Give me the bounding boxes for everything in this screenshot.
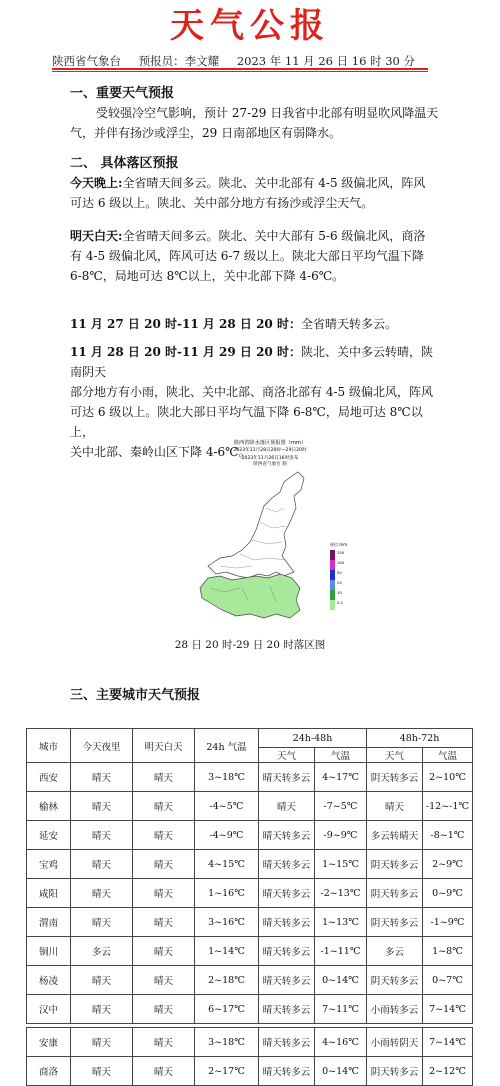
cell-weather-72h: 小雨转多云 [367, 995, 423, 1024]
cell-temp-24h: 1~14℃ [195, 937, 259, 966]
col-24h-temp: 24h 气温 [195, 729, 259, 763]
cell-weather-48h: 晴天转多云 [259, 908, 315, 937]
p3-text: 全省晴天转多云。 [300, 317, 397, 331]
cell-temp-24h: -4~9℃ [195, 821, 259, 850]
cell-temp-72h: 0~7℃ [423, 966, 473, 995]
table-row [27, 821, 473, 850]
legend-swatch [330, 570, 335, 580]
p2-line1: 全省晴天间多云。陕北、关中大部有 5-6 级偏北风，商洛 [122, 229, 426, 243]
cell-temp-72h: -8~1℃ [423, 821, 473, 850]
col-72-weather: 天气 [367, 748, 423, 763]
col-72-temp: 气温 [423, 748, 473, 763]
province-outline [208, 472, 304, 578]
tomorrow-forecast [70, 226, 440, 286]
cell-tomorrow: 晴天 [133, 821, 195, 850]
col-48-weather: 天气 [259, 748, 315, 763]
cell-tonight: 晴天 [71, 1057, 133, 1086]
cell-temp-48h: 4~17℃ [315, 763, 367, 792]
legend-label: 50 [337, 570, 342, 575]
cell-tomorrow: 晴天 [133, 763, 195, 792]
table-row [27, 850, 473, 879]
legend-swatch [330, 580, 335, 590]
cell-tonight: 晴天 [71, 850, 133, 879]
p4-line1: 陕北、关中多云转晴，陕南阴天 [70, 345, 433, 379]
cell-city: 商洛 [27, 1057, 71, 1086]
s1-line2: 气，并伴有扬沙或浮尘，29 日南部地区有弱降水。 [70, 126, 342, 140]
col-city: 城市 [27, 729, 71, 763]
cell-weather-48h: 晴天转多云 [259, 879, 315, 908]
cell-tomorrow: 晴天 [133, 995, 195, 1024]
cell-temp-72h: 2~12℃ [423, 1057, 473, 1086]
precipitation-map [180, 438, 360, 633]
table-row [27, 1028, 473, 1057]
cell-city: 西安 [27, 763, 71, 792]
cell-weather-72h: 多云 [367, 937, 423, 966]
map-title-3: 2023年11月26日16时发布 [241, 456, 299, 461]
table-row [27, 908, 473, 937]
cell-temp-24h: 6~17℃ [195, 995, 259, 1024]
cell-city: 杨凌 [27, 966, 71, 995]
table-row [27, 1057, 473, 1086]
cell-temp-24h: -4~5℃ [195, 792, 259, 821]
cell-weather-72h: 阴天转多云 [367, 850, 423, 879]
table-row [27, 937, 473, 966]
cell-temp-72h: -12~-1℃ [423, 792, 473, 821]
cell-weather-72h: 阴天转多云 [367, 763, 423, 792]
period-27-28 [70, 314, 440, 334]
cell-tomorrow: 晴天 [133, 966, 195, 995]
cell-weather-48h: 晴天转多云 [259, 850, 315, 879]
map-title-1: 陕西省降水落区预报图（mm） [233, 440, 307, 446]
cell-tomorrow: 晴天 [133, 850, 195, 879]
legend-label: 10 [337, 590, 342, 595]
cell-tomorrow: 晴天 [133, 1057, 195, 1086]
table-row [27, 879, 473, 908]
cell-temp-24h: 2~17℃ [195, 1057, 259, 1086]
map-title-4: 陕西省气象台 制 [253, 462, 287, 467]
cell-temp-48h: 7~11℃ [315, 995, 367, 1024]
cell-tonight: 晴天 [71, 995, 133, 1024]
map-title-2: 2023年11月28日20时—29日20时 [233, 448, 307, 453]
cell-tonight: 多云 [71, 937, 133, 966]
cell-weather-72h: 阴天转多云 [367, 908, 423, 937]
legend-label: 250 [337, 550, 345, 555]
cell-temp-48h: -9~9℃ [315, 821, 367, 850]
p3-label: 11 月 27 日 20 时-11 月 28 日 20 时： [70, 317, 301, 331]
section-3-title: 三、主要城市天气预报 [70, 688, 201, 703]
cell-city: 安康 [27, 1028, 71, 1057]
s1-line1: 受较强冷空气影响，预计 27-29 日我省中北部有明显吹风降温天 [96, 106, 439, 120]
cell-tonight: 晴天 [71, 792, 133, 821]
cell-tonight: 晴天 [71, 821, 133, 850]
cell-temp-24h: 4~15℃ [195, 850, 259, 879]
cell-temp-48h: 0~14℃ [315, 1057, 367, 1086]
cell-tonight: 晴天 [71, 1028, 133, 1057]
cell-tomorrow: 晴天 [133, 1028, 195, 1057]
issued-time: 2023 年 11 月 26 日 16 时 30 分 [236, 54, 416, 68]
cell-weather-48h: 晴天转多云 [259, 995, 315, 1024]
section-2-title: 二、 具体落区预报 [70, 156, 179, 171]
cell-weather-48h: 晴天转多云 [259, 937, 315, 966]
cell-temp-72h: 2~9℃ [423, 850, 473, 879]
cell-tomorrow: 晴天 [133, 937, 195, 966]
cell-temp-72h: -1~9℃ [423, 908, 473, 937]
cell-tomorrow: 晴天 [133, 879, 195, 908]
section-1-body [70, 103, 440, 143]
p4-line2: 部分地方有小雨，陕北、关中北部、商洛北部有 4-5 级偏北风，阵风 [70, 385, 433, 399]
legend-title: 单位:mm [330, 542, 348, 547]
cell-weather-72h: 阴天转多云 [367, 1057, 423, 1086]
cell-temp-72h: 0~9℃ [423, 879, 473, 908]
cell-temp-48h: -7~5℃ [315, 792, 367, 821]
cell-city: 延安 [27, 821, 71, 850]
forecaster: 预报员：李文耀 [138, 54, 220, 68]
table-row [27, 763, 473, 792]
table-row [27, 792, 473, 821]
cell-tomorrow: 晴天 [133, 792, 195, 821]
p4-label: 11 月 28 日 20 时-11 月 29 日 20 时： [70, 345, 301, 359]
cell-weather-48h: 晴天转多云 [259, 1028, 315, 1057]
cell-city: 宝鸡 [27, 850, 71, 879]
cell-city: 咸阳 [27, 879, 71, 908]
cell-temp-24h: 3~18℃ [195, 763, 259, 792]
col-48-72: 48h-72h [367, 729, 473, 748]
issuer: 陕西省气象台 [52, 54, 121, 68]
rain-area-south [200, 574, 300, 618]
legend-swatch [330, 600, 335, 610]
cell-temp-24h: 3~16℃ [195, 908, 259, 937]
page-title: 天气公报 [170, 6, 330, 46]
p4-line3: 可达 6 级以上。陕北大部日平均气温下降 6-8℃，局地可达 8℃以上， [70, 405, 423, 439]
cell-weather-72h: 多云转晴天 [367, 821, 423, 850]
legend-swatch [330, 550, 335, 560]
cell-city: 铜川 [27, 937, 71, 966]
col-tomorrow: 明天白天 [133, 729, 195, 763]
map-caption: 28 日 20 时-29 日 20 时落区图 [174, 639, 326, 651]
cell-temp-48h: 1~13℃ [315, 908, 367, 937]
section-1-title: 一、重要天气预报 [70, 86, 175, 101]
cell-tomorrow: 晴天 [133, 908, 195, 937]
p1-line1: 全省晴天间多云。陕北、关中北部有 4-5 级偏北风，阵风 [122, 176, 426, 190]
legend-swatch [330, 590, 335, 600]
cell-temp-48h: 4~16℃ [315, 1028, 367, 1057]
cell-temp-72h: 7~14℃ [423, 1028, 473, 1057]
cell-temp-48h: -1~11℃ [315, 937, 367, 966]
legend-label: 25 [337, 580, 342, 585]
tomorrow-label: 明天白天: [70, 229, 123, 243]
red-rule [52, 68, 428, 70]
city-forecast-table [26, 728, 473, 1086]
cell-city: 榆林 [27, 792, 71, 821]
p2-line2: 有 4-5 级偏北风，阵风可达 6-7 级以上。陕北大部日平均气温下降 [70, 249, 424, 263]
cell-weather-72h: 小雨转阴天 [367, 1028, 423, 1057]
cell-tonight: 晴天 [71, 966, 133, 995]
cell-temp-72h: 1~8℃ [423, 937, 473, 966]
cell-weather-72h: 阴天转多云 [367, 966, 423, 995]
p4-line4: 关中北部、秦岭山区下降 4-6℃。 [70, 445, 251, 459]
legend-label: 0.1 [337, 600, 344, 605]
cell-city: 渭南 [27, 908, 71, 937]
legend-swatch [330, 560, 335, 570]
red-rule-thin [52, 71, 428, 72]
cell-tonight: 晴天 [71, 908, 133, 937]
legend-label: 100 [337, 560, 345, 565]
issue-line [52, 53, 428, 69]
cell-temp-72h: 2~10℃ [423, 763, 473, 792]
tonight-label: 今天晚上: [70, 176, 123, 190]
table-row [27, 995, 473, 1024]
col-tonight: 今天夜里 [71, 729, 133, 763]
cell-temp-48h: -2~13℃ [315, 879, 367, 908]
tonight-forecast [70, 173, 440, 213]
cell-weather-48h: 晴天 [259, 792, 315, 821]
p2-line3: 6-8℃，局地可达 8℃以上，关中北部下降 4-6℃。 [70, 269, 345, 283]
cell-weather-72h: 阴天转多云 [367, 879, 423, 908]
cell-temp-24h: 2~18℃ [195, 966, 259, 995]
cell-temp-24h: 3~18℃ [195, 1028, 259, 1057]
cell-weather-48h: 晴天转多云 [259, 763, 315, 792]
map-legend [330, 541, 347, 610]
cell-tonight: 晴天 [71, 763, 133, 792]
cell-temp-48h: 0~14℃ [315, 966, 367, 995]
p1-line2: 可达 6 级以上。陕北、关中部分地方有扬沙或浮尘天气。 [70, 196, 374, 210]
cell-weather-72h: 晴天 [367, 792, 423, 821]
cell-weather-48h: 晴天转多云 [259, 1057, 315, 1086]
cell-weather-48h: 晴天转多云 [259, 966, 315, 995]
cell-temp-48h: 1~15℃ [315, 850, 367, 879]
cell-temp-24h: 1~16℃ [195, 879, 259, 908]
cell-city: 汉中 [27, 995, 71, 1024]
col-24-48: 24h-48h [259, 729, 367, 748]
cell-weather-48h: 晴天转多云 [259, 821, 315, 850]
col-48-temp: 气温 [315, 748, 367, 763]
cell-tonight: 晴天 [71, 879, 133, 908]
table-row [27, 966, 473, 995]
cell-temp-72h: 7~14℃ [423, 995, 473, 1024]
